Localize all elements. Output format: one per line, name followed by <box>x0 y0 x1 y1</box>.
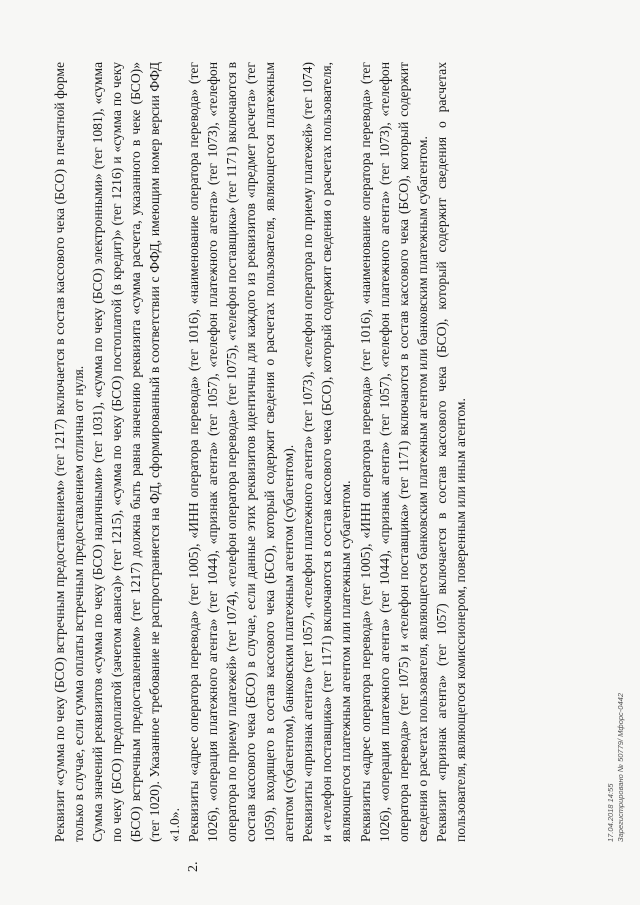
item-paragraph-commission-agent: Реквизит «признак агента» (тег 1057) включается в состав кассового чека (БСО), который содержит сведения о расчетах пользователя, являющегося комиссионером, поверенным или иным агентом. <box>433 62 468 842</box>
registration-number: Зарегистрировано № 50779/ Мфорс-0442 <box>616 693 625 842</box>
rotated-page-content <box>50 62 625 872</box>
registration-date: 17.04.2018 14:55 <box>606 783 615 842</box>
document-body <box>50 62 470 872</box>
item-paragraph-bank-payment-agent: Реквизиты «адрес оператора перевода» (тег 1005), «ИНН оператора перевода» (тег 1016), «наименование оператора перевода» (тег 1026), «операция платежного агента» (тег 1044), «признак агента» (тег 1057), «телефон платежного агента» (тег 1073), «телефон оператора перевода» (тег 1075) и «телефон поставщика» (тег 1171) включаются в состав кассового чека (БСО), который содержит сведения о расчетах пользователя, являющегося банковским платежным агентом или банковским платежным субагентом. <box>357 62 430 842</box>
item-number: 2. <box>185 861 201 872</box>
paragraph-sum-requirement: Сумма значений реквизитов «сумма по чеку (БСО) наличными» (тег 1031), «сумма по чеку (БСО) электронными» (тег 1081), «сумма по чеку (БСО) предоплатой (зачетом аванса)» (тег 1215), «сумма по чеку (БСО) постоплатой (в кредит)» (тег 1216) и «сумма по чеку (БСО) встречным предоставлением» (тег 1217) должна быть равна значению реквизита «сумма расчета, указанного в чеке (БСО)» (тег 1020). Указанное требование не распространяется на ФД, сформированный в соответствии с ФФД, имеющим номер версии ФФД «1.0». <box>90 62 182 842</box>
item-paragraph-payment-agent: Реквизиты «признак агента» (тег 1057), «телефон платежного агента» (тег 1073), «телефон оператора по приему платежей» (тег 1074) и «телефон поставщика» (тег 1171) включаются в состав кассового чека (БСО), который содержит сведения о расчетах пользователя, являющегося платежным агентом или платежным субагентом. <box>300 62 354 842</box>
numbered-item-2 <box>184 62 299 872</box>
item-paragraph-transfer-operator: Реквизиты «адрес оператора перевода» (тег 1005), «ИНН оператора перевода» (тег 1016), «наименование оператора перевода» (тег 1026), «операция платежного агента» (тег 1044), «признак агента» (тег 1057), «телефон платежного агента» (тег 1073), «телефон оператора по приему платежей» (тег 1074), «телефон оператора перевода» (тег 1075), «телефон поставщика» (тег 1171) включаются в состав кассового чека (БСО) в случае, если данные этих реквизитов идентичны для каждого из реквизитов «предмет расчета» (тег 1059), входящего в состав кассового чека (БСО), который содержит сведения о расчетах пользователя, являющегося платежным агентом (субагентом), банковским платежным агентом (субагентом). <box>185 62 297 842</box>
paragraph-tag-1217: Реквизит «сумма по чеку (БСО) встречным предоставлением» (тег 1217) включается в состав кассового чека (БСО) в печатной форме только в случае, если сумма оплаты встречным предоставлением отлична от нуля. <box>52 62 87 842</box>
handwritten-registration-note <box>606 622 626 842</box>
